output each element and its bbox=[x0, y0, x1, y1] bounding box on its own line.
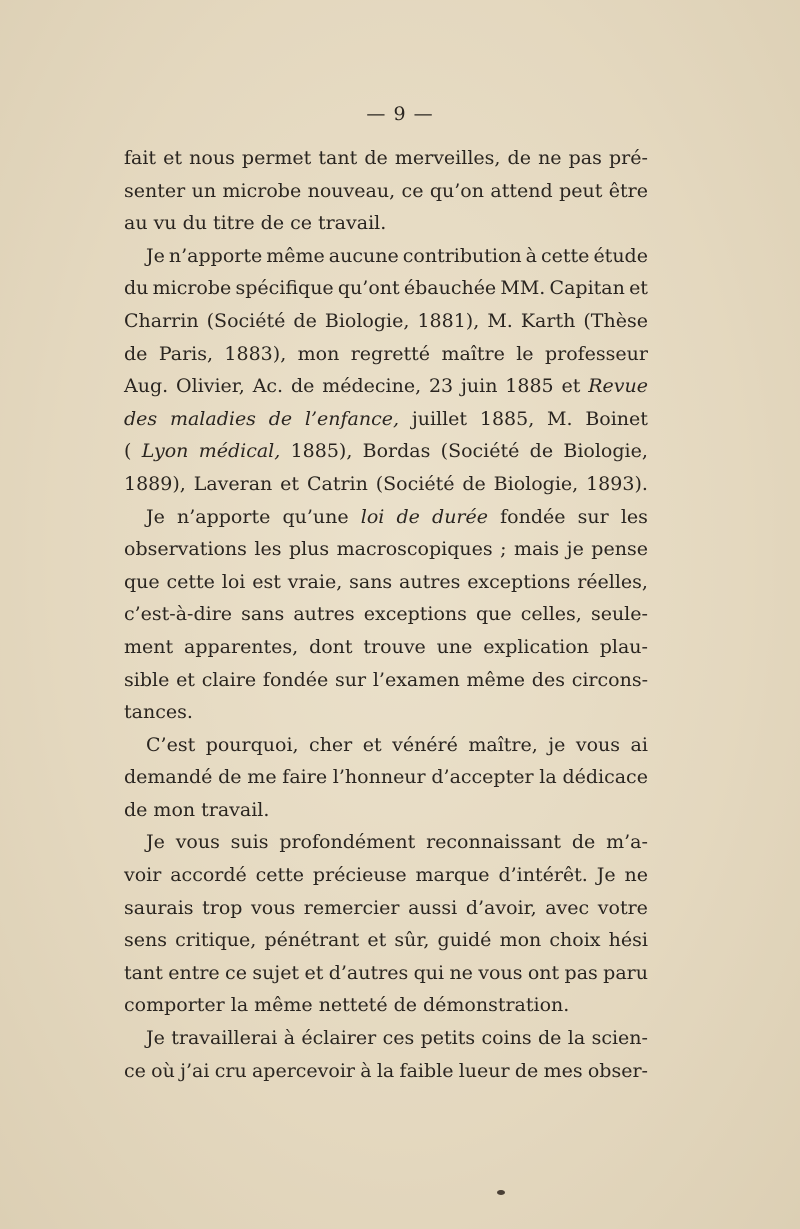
text-line bbox=[124, 957, 648, 990]
word: Biologie, bbox=[324, 309, 410, 332]
body-text bbox=[124, 142, 648, 1087]
word: comporter bbox=[124, 994, 225, 1017]
word: de bbox=[364, 147, 388, 169]
word: la bbox=[539, 766, 557, 789]
word: m’a- bbox=[606, 831, 648, 854]
word: et bbox=[367, 929, 387, 952]
word: du bbox=[124, 277, 149, 300]
word: ces bbox=[382, 1027, 415, 1050]
word: lueur bbox=[458, 1059, 510, 1082]
word: aucune bbox=[328, 244, 399, 267]
word: pré- bbox=[608, 147, 648, 169]
word: dont bbox=[309, 635, 353, 658]
word: vous bbox=[175, 831, 220, 854]
word: qu’ont bbox=[337, 277, 400, 300]
word: faible bbox=[399, 1059, 454, 1082]
word: d’accepter bbox=[431, 766, 534, 789]
word: maître, bbox=[468, 733, 538, 756]
word: dédicace bbox=[562, 766, 648, 789]
word: voir bbox=[124, 864, 162, 887]
word: l’enfance, bbox=[304, 407, 400, 430]
word: je bbox=[548, 733, 566, 756]
word: M. bbox=[487, 309, 513, 332]
text-line bbox=[124, 794, 648, 827]
word: je bbox=[566, 538, 584, 561]
word: pense bbox=[591, 538, 648, 561]
text-line bbox=[124, 207, 648, 240]
word: (Société bbox=[375, 472, 455, 495]
text-line bbox=[124, 631, 648, 664]
word: 1881), bbox=[417, 309, 480, 332]
word: l’honneur bbox=[332, 766, 426, 789]
word: Je bbox=[146, 505, 165, 528]
word: guidé bbox=[437, 929, 492, 952]
word: Je bbox=[146, 244, 165, 267]
word: de bbox=[218, 766, 242, 789]
word: suis bbox=[230, 831, 269, 854]
word: claire bbox=[201, 668, 257, 691]
word: à bbox=[360, 1059, 372, 1082]
ink-smudge bbox=[497, 1190, 505, 1195]
word: et bbox=[304, 961, 324, 984]
word: pénétrant bbox=[264, 929, 360, 952]
word: de bbox=[538, 1027, 562, 1050]
word: de bbox=[290, 375, 315, 398]
word: faire bbox=[282, 766, 328, 789]
word: mon bbox=[499, 929, 542, 952]
word: trop bbox=[202, 896, 243, 919]
word: reconnaissant bbox=[426, 831, 562, 854]
word: contribution bbox=[402, 244, 522, 267]
word: cette bbox=[166, 570, 215, 593]
word: Je bbox=[596, 864, 616, 887]
word: cher bbox=[309, 733, 353, 756]
text-line bbox=[124, 240, 648, 273]
word: à bbox=[283, 1027, 296, 1050]
word: médical, bbox=[198, 440, 281, 463]
word: C’est bbox=[146, 733, 196, 756]
word: Ac. bbox=[252, 375, 284, 398]
text-line bbox=[124, 501, 648, 534]
word: hési bbox=[608, 929, 648, 952]
word: obser- bbox=[587, 1059, 648, 1082]
word: apparentes, bbox=[184, 635, 299, 658]
word: spécifique bbox=[235, 277, 334, 300]
word: juillet bbox=[411, 407, 468, 430]
word: (Société bbox=[440, 440, 520, 463]
word: plus bbox=[288, 538, 330, 561]
word: permet bbox=[241, 147, 312, 169]
word: d’intérêt. bbox=[498, 864, 588, 887]
word: saurais bbox=[124, 896, 194, 919]
word: où bbox=[151, 1059, 175, 1082]
word: votre bbox=[597, 896, 648, 919]
word: de bbox=[268, 407, 293, 430]
word: qu’une bbox=[282, 505, 349, 528]
word: j’ai bbox=[180, 1059, 210, 1082]
word: éclairer bbox=[301, 1027, 377, 1050]
word: d’autres bbox=[328, 961, 409, 984]
text-line bbox=[124, 272, 648, 305]
word: 23 bbox=[428, 375, 454, 398]
word: de bbox=[396, 505, 420, 528]
word: médecine, bbox=[322, 375, 422, 398]
word: que bbox=[124, 570, 160, 593]
word: exceptions bbox=[363, 603, 467, 626]
word: vraie, bbox=[287, 570, 343, 593]
word: de bbox=[462, 472, 486, 495]
word: nous bbox=[189, 147, 235, 169]
word: précieuse bbox=[312, 864, 407, 887]
word: et bbox=[561, 375, 581, 398]
word: un bbox=[191, 179, 217, 202]
word: 1885), bbox=[290, 440, 353, 463]
word: Olivier, bbox=[176, 375, 245, 398]
word: (Société bbox=[206, 309, 286, 332]
word: les bbox=[620, 505, 648, 528]
word: ce bbox=[225, 961, 247, 984]
word: senter bbox=[124, 179, 186, 202]
word: démonstration. bbox=[422, 994, 570, 1017]
word: aussi bbox=[408, 896, 458, 919]
word: travaillerai bbox=[171, 1027, 278, 1050]
word: vous bbox=[478, 961, 523, 984]
text-line bbox=[124, 1022, 648, 1055]
word: ce bbox=[124, 1059, 146, 1082]
word: de bbox=[293, 309, 317, 332]
word: choix bbox=[549, 929, 601, 952]
word: n’apporte bbox=[177, 505, 271, 528]
word: apercevoir bbox=[251, 1059, 355, 1082]
word: travail. bbox=[201, 798, 270, 821]
word: autres bbox=[293, 603, 355, 626]
word: Charrin bbox=[124, 309, 199, 332]
word: Capitan bbox=[549, 277, 625, 300]
word: macroscopiques bbox=[336, 538, 493, 561]
word: observations bbox=[124, 538, 247, 561]
word: nouveau, bbox=[307, 179, 396, 202]
word: autres bbox=[399, 570, 461, 593]
text-line bbox=[124, 566, 648, 599]
word: ce bbox=[401, 179, 424, 202]
word: Bordas bbox=[362, 440, 431, 463]
word: 1883), bbox=[224, 342, 287, 365]
word: marque bbox=[415, 864, 490, 887]
word: les bbox=[254, 538, 282, 561]
word: travail. bbox=[317, 212, 387, 235]
word: sur bbox=[577, 505, 609, 528]
word: tant bbox=[124, 961, 163, 984]
word: qu’on bbox=[429, 179, 484, 202]
word: à bbox=[525, 244, 537, 267]
word: fait bbox=[124, 147, 157, 169]
word: cru bbox=[214, 1059, 247, 1082]
word: fondée bbox=[262, 668, 329, 691]
word: même bbox=[466, 668, 526, 691]
word: Biologie, bbox=[493, 472, 579, 495]
word: 1885 bbox=[505, 375, 554, 398]
text-line bbox=[124, 533, 648, 566]
text-line bbox=[124, 664, 648, 697]
word: 1885, bbox=[479, 407, 535, 430]
word: c’est-à-dire bbox=[124, 603, 233, 626]
word: sible bbox=[124, 668, 170, 691]
word: ment bbox=[124, 635, 174, 658]
word: circons- bbox=[571, 668, 648, 691]
word: vous bbox=[251, 896, 296, 919]
word: celles, bbox=[520, 603, 582, 626]
word: ébauchée bbox=[403, 277, 497, 300]
word: Boinet bbox=[585, 407, 648, 430]
word: avec bbox=[545, 896, 590, 919]
text-line bbox=[124, 370, 648, 403]
word: ne bbox=[624, 864, 648, 887]
word: ( bbox=[124, 440, 132, 463]
word: que bbox=[476, 603, 512, 626]
word: mon bbox=[153, 798, 196, 821]
word: remercier bbox=[303, 896, 400, 919]
text-line bbox=[124, 826, 648, 859]
text-line bbox=[124, 338, 648, 371]
word: critique, bbox=[175, 929, 257, 952]
word: Catrin bbox=[306, 472, 368, 495]
word: mais bbox=[514, 538, 560, 561]
word: même bbox=[266, 244, 325, 267]
word: sujet bbox=[252, 961, 300, 984]
text-line bbox=[124, 696, 648, 729]
word: M. bbox=[547, 407, 573, 430]
text-line bbox=[124, 892, 648, 925]
word: netteté bbox=[318, 994, 388, 1017]
text-line bbox=[124, 305, 648, 338]
word: demandé bbox=[124, 766, 213, 789]
word: (Thèse bbox=[583, 309, 648, 332]
word: merveilles, bbox=[394, 147, 501, 169]
word: mon bbox=[297, 342, 340, 365]
word: pas bbox=[568, 147, 602, 169]
word: même bbox=[254, 994, 313, 1017]
word: sans bbox=[349, 570, 393, 593]
word: exceptions bbox=[467, 570, 571, 593]
word: de bbox=[507, 147, 531, 169]
word: l’examen bbox=[372, 668, 460, 691]
word: fondée bbox=[500, 505, 566, 528]
word: être bbox=[608, 179, 648, 202]
word: ai bbox=[630, 733, 648, 756]
word: peut bbox=[559, 179, 603, 202]
word: cette bbox=[541, 244, 590, 267]
word: ont bbox=[527, 961, 560, 984]
word: sans bbox=[241, 603, 285, 626]
word: n’apporte bbox=[168, 244, 263, 267]
word: loi bbox=[360, 505, 385, 528]
word: microbe bbox=[152, 277, 232, 300]
text-line bbox=[124, 435, 648, 468]
text-line bbox=[124, 989, 648, 1022]
word: est bbox=[252, 570, 281, 593]
word: et bbox=[280, 472, 300, 495]
word: petits bbox=[420, 1027, 476, 1050]
text-line bbox=[124, 1055, 648, 1088]
word: titre bbox=[212, 212, 255, 235]
word: de bbox=[393, 994, 417, 1017]
text-line bbox=[124, 761, 648, 794]
word: pas bbox=[564, 961, 598, 984]
word: plau- bbox=[599, 635, 648, 658]
word: sens bbox=[124, 929, 167, 952]
word: 1893). bbox=[586, 472, 648, 495]
text-line bbox=[124, 729, 648, 762]
word: sûr, bbox=[394, 929, 430, 952]
word: durée bbox=[432, 505, 489, 528]
word: juin bbox=[460, 375, 498, 398]
word: attend bbox=[490, 179, 553, 202]
word: et bbox=[176, 668, 195, 691]
word: tant bbox=[318, 147, 358, 169]
word: professeur bbox=[544, 342, 648, 365]
word: la bbox=[230, 994, 249, 1017]
word: explication bbox=[483, 635, 589, 658]
word: 1889), bbox=[124, 472, 186, 495]
word: seule- bbox=[590, 603, 648, 626]
text-line bbox=[124, 142, 648, 175]
word: maladies bbox=[169, 407, 256, 430]
word: entre bbox=[168, 961, 220, 984]
page-number: — 9 — bbox=[366, 103, 434, 125]
text-line bbox=[124, 468, 648, 501]
word: tances. bbox=[124, 701, 193, 724]
word: Je bbox=[146, 1027, 165, 1050]
word: microbe bbox=[222, 179, 302, 202]
word: des bbox=[531, 668, 565, 691]
word: au bbox=[124, 212, 148, 235]
word: ; bbox=[500, 538, 507, 561]
word: vénéré bbox=[392, 733, 458, 756]
word: de bbox=[514, 1059, 539, 1082]
word: vu bbox=[153, 212, 177, 235]
word: mes bbox=[543, 1059, 583, 1082]
word: me bbox=[247, 766, 277, 789]
word: scien- bbox=[591, 1027, 648, 1050]
word: le bbox=[516, 342, 534, 365]
word: regretté bbox=[350, 342, 431, 365]
word: ne bbox=[449, 961, 473, 984]
word: une bbox=[436, 635, 473, 658]
word: profondément bbox=[279, 831, 416, 854]
word: de bbox=[124, 798, 148, 821]
word: qui bbox=[413, 961, 445, 984]
word: accordé bbox=[170, 864, 247, 887]
word: trouve bbox=[363, 635, 426, 658]
word: maître bbox=[441, 342, 505, 365]
word: Biologie, bbox=[563, 440, 648, 463]
word: Karth bbox=[520, 309, 576, 332]
word: loi bbox=[221, 570, 246, 593]
text-line bbox=[124, 859, 648, 892]
word: étude bbox=[593, 244, 648, 267]
word: réelles, bbox=[577, 570, 648, 593]
word: pourquoi, bbox=[205, 733, 299, 756]
word: la bbox=[376, 1059, 395, 1082]
word: de bbox=[260, 212, 285, 235]
word: MM. bbox=[500, 277, 546, 300]
word: Revue bbox=[588, 375, 648, 398]
word: Aug. bbox=[124, 375, 169, 398]
word: d’avoir, bbox=[465, 896, 537, 919]
text-line bbox=[124, 175, 648, 208]
text-line bbox=[124, 403, 648, 436]
word: du bbox=[182, 212, 207, 235]
word: Je bbox=[146, 831, 165, 854]
word: de bbox=[124, 342, 148, 365]
word: Paris, bbox=[158, 342, 214, 365]
word: et bbox=[362, 733, 382, 756]
word: Lyon bbox=[141, 440, 189, 463]
text-line bbox=[124, 598, 648, 631]
word: la bbox=[567, 1027, 586, 1050]
word: sur bbox=[335, 668, 367, 691]
word: ne bbox=[538, 147, 562, 169]
word: ce bbox=[290, 212, 312, 235]
word: de bbox=[529, 440, 554, 463]
word: des bbox=[124, 407, 158, 430]
word: et bbox=[163, 147, 183, 169]
word: Laveran bbox=[193, 472, 273, 495]
word: paru bbox=[603, 961, 648, 984]
word: de bbox=[571, 831, 596, 854]
text-line bbox=[124, 924, 648, 957]
word: coins bbox=[481, 1027, 532, 1050]
word: et bbox=[629, 277, 648, 300]
word: vous bbox=[575, 733, 621, 756]
word: cette bbox=[255, 864, 305, 887]
